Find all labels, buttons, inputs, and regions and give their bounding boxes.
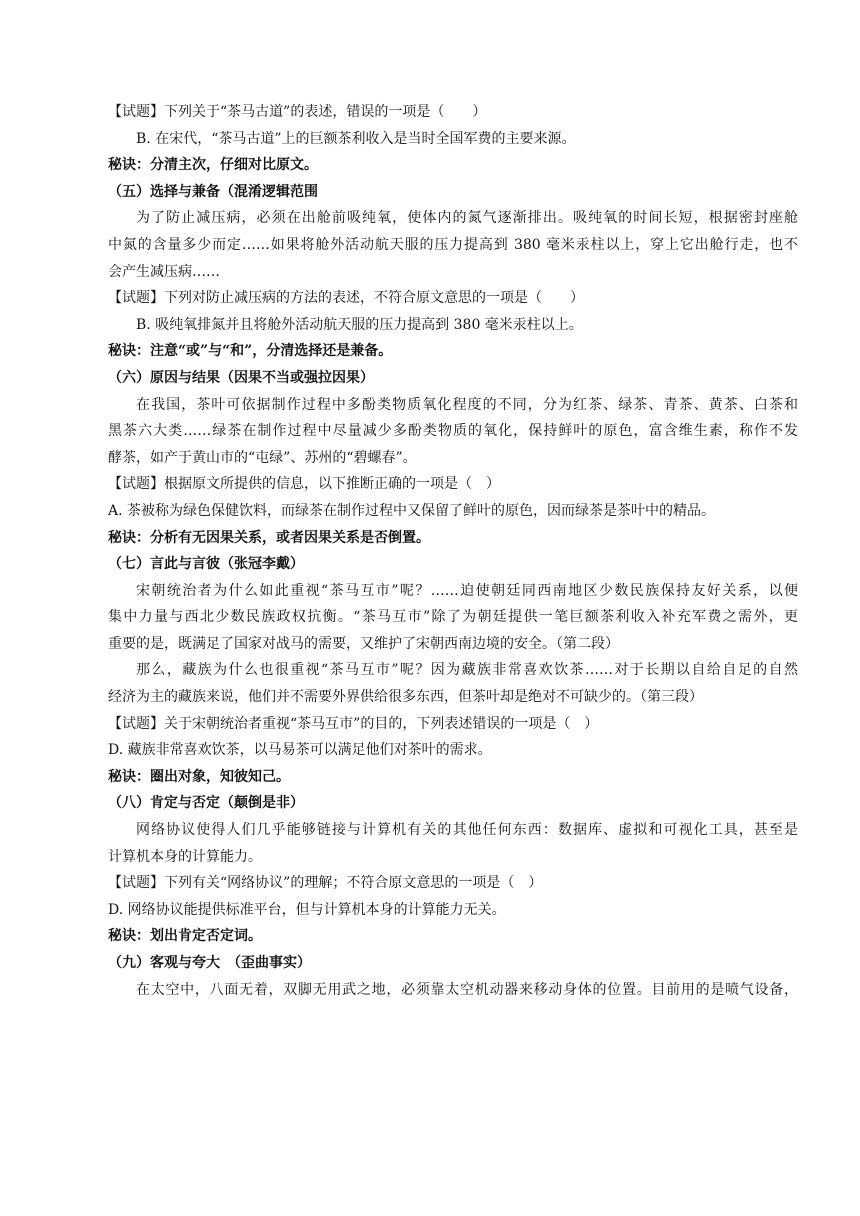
- passage-line: 为了防止减压病，必须在出舱前吸纯氧，使体内的氮气逐渐排出。吸纯氧的时间长短，根据密封座舱: [136, 210, 798, 227]
- passage-line: 网络协议使得人们几乎能够链接与计算机有关的其他任何东西：数据库、虚拟和可视化工具，甚至是: [136, 822, 798, 839]
- passage-line: 经济为主的藏族来说，他们并不需要外界供给很多东西，但茶叶却是绝对不可缺少的。（第三段）: [108, 689, 703, 706]
- section-heading: （七）言此与言彼（张冠李戴）: [108, 556, 304, 573]
- section-heading: （八）肯定与否定（颠倒是非）: [108, 795, 304, 812]
- answer-option: B. 在宋代，“茶马古道”上的巨额茶利收入是当时全国军费的主要来源。: [136, 130, 576, 147]
- question-prompt: 【试题】下列关于“茶马古道”的表述，错误的一项是（ ）: [108, 104, 487, 120]
- answer-option: B. 吸纯氧排氮并且将舱外活动航天服的压力提高到 380 毫米汞柱以上。: [136, 316, 583, 333]
- answer-option: A. 茶被称为绿色保健饮料，而绿茶在制作过程中又保留了鲜叶的原色，因而绿茶是茶叶中的精品。: [108, 502, 716, 519]
- passage-line: 中氮的含量多少而定……如果将舱外活动航天服的压力提高到 380 毫米汞柱以上，穿上它出舱行走，也不: [108, 236, 798, 253]
- passage-line: 黑茶六大类……绿茶在制作过程中尽量减少多酚类物质的氧化，保持鲜叶的原色，富含维生素，称作不发: [108, 423, 798, 440]
- answer-option: D. 网络协议能提供标准平台，但与计算机本身的计算能力无关。: [108, 901, 506, 918]
- question-prompt: 【试题】关于宋朝统治者重视“茶马互市”的目的，下列表述错误的一项是（ ）: [108, 715, 599, 732]
- passage-line: 酵茶，如产于黄山市的“屯绿”、苏州的“碧螺春”。: [108, 449, 417, 466]
- tip-line: 秘诀：注意“或”与“和”，分清选择还是兼备。: [108, 343, 393, 360]
- section-heading: （六）原因与结果（因果不当或强拉因果）: [108, 369, 374, 386]
- question-prompt: 【试题】下列有关“网络协议”的理解；不符合原文意思的一项是（ ）: [108, 875, 543, 892]
- tip-line: 秘诀：圈出对象，知彼知己。: [108, 768, 290, 785]
- tip-line: 秘诀：划出肯定否定词。: [108, 928, 262, 945]
- passage-line: 重要的是，既满足了国家对战马的需要，又维护了宋朝西南边境的安全。（第二段）: [108, 635, 619, 652]
- passage-line: 集中力量与西北少数民族政权抗衡。“茶马互市”除了为朝廷提供一笔巨额茶利收入补充军费之需外，更: [108, 609, 798, 626]
- passage-line: 计算机本身的计算能力。: [108, 848, 262, 865]
- passage-line: 那么，藏族为什么也很重视“茶马互市”呢？因为藏族非常喜欢饮茶……对于长期以自给自足的自然: [136, 662, 798, 679]
- question-prompt: 【试题】下列对防止减压病的方法的表述，不符合原文意思的一项是（ ）: [108, 290, 584, 307]
- section-heading: （九）客观与夸大 （歪曲事实）: [108, 955, 311, 971]
- section-heading: （五）选择与兼备（混淆逻辑范围: [108, 183, 318, 200]
- tip-line: 秘诀：分清主次，仔细对比原文。: [108, 157, 318, 174]
- question-prompt: 【试题】根据原文所提供的信息，以下推断正确的一项是（ ）: [108, 476, 500, 493]
- passage-line: 会产生减压病……: [108, 263, 220, 280]
- tip-line: 秘诀：分析有无因果关系，或者因果关系是否倒置。: [108, 529, 430, 546]
- passage-line: 在太空中，八面无着，双脚无用武之地，必须靠太空机动器来移动身体的位置。目前用的是喷气设备，: [136, 981, 798, 998]
- passage-line: 在我国，茶叶可依据制作过程中多酚类物质氧化程度的不同，分为红茶、绿茶、青茶、黄茶、白茶和: [136, 396, 798, 413]
- document-body: [108, 99, 798, 1003]
- passage-line: 宋朝统治者为什么如此重视“茶马互市”呢？……迫使朝廷同西南地区少数民族保持友好关系，以便: [136, 582, 798, 599]
- answer-option: D. 藏族非常喜欢饮茶，以马易茶可以满足他们对茶叶的需求。: [108, 742, 492, 759]
